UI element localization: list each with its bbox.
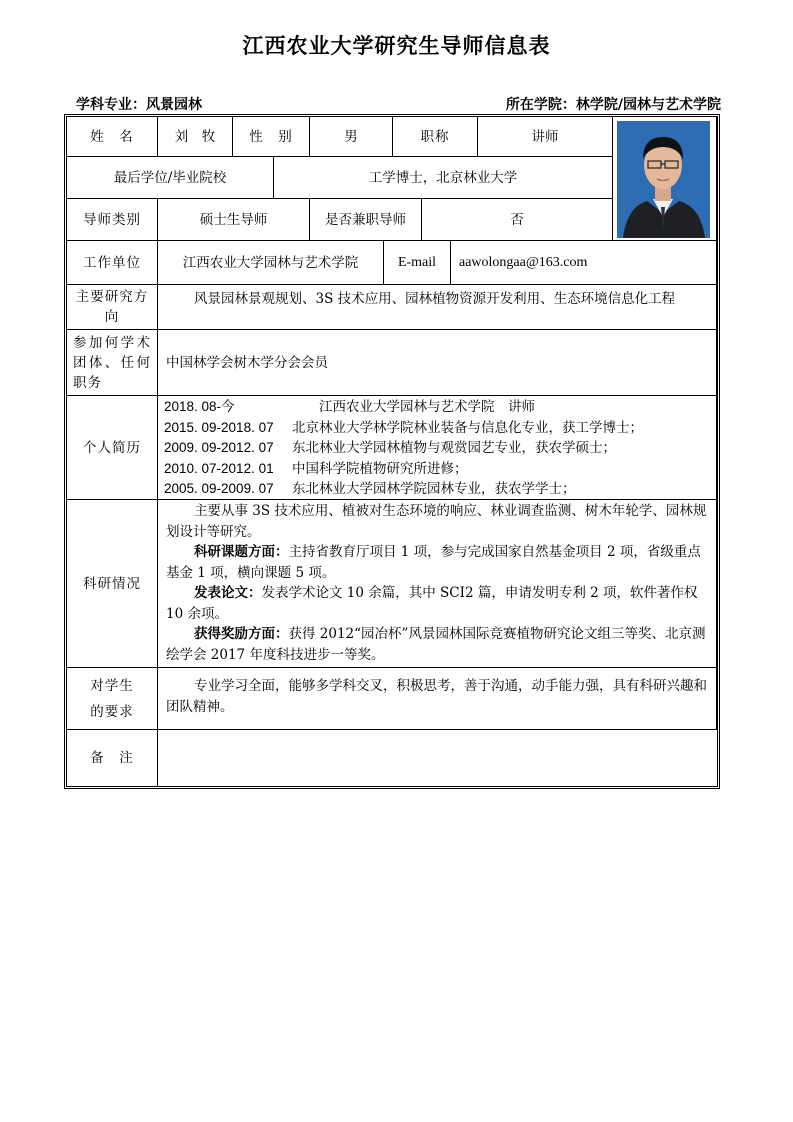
academic-groups-label: 参加何学术团体、任何职务	[67, 330, 158, 396]
research-direction-value: 风景园林景观规划、3S 技术应用、园林植物资源开发利用、生态环境信息化工程	[158, 285, 717, 330]
resume-entry: 2015. 09-2018. 07 北京林业大学林学院林业装备与信息化专业，获工学博士；	[164, 419, 643, 436]
research-papers: 发表论文：发表学术论文 10 余篇，其中 SCI2 篇，申请发明专利 2 项，软件著作权 10 余项。	[166, 585, 698, 622]
gender-value: 男	[310, 117, 393, 157]
research-intro: 主要从事 3S 技术应用、植被对生态环境的响应、林业调查监测、树木年轮学、园林规划设计等研究。	[166, 503, 707, 540]
title-value: 讲师	[478, 117, 613, 157]
research-projects: 科研课题方面：主持省教育厅项目 1 项，参与完成国家自然基金项目 2 项，省级重点基金 1 项，横向课题 5 项。	[166, 544, 701, 581]
work-unit-value: 江西农业大学园林与艺术学院	[158, 241, 384, 285]
info-table	[64, 114, 720, 789]
resume-label: 个人简历	[67, 396, 158, 500]
requirements-value: 专业学习全面，能够多学科交叉，积极思考，善于沟通，动手能力强，具有科研兴趣和团队精神。	[158, 668, 717, 730]
resume-list	[158, 396, 717, 500]
resume-entry: 2005. 09-2009. 07 东北林业大学园林学院园林专业，获农学学士；	[164, 481, 576, 497]
photo-cell	[613, 117, 717, 241]
work-unit-label: 工作单位	[67, 241, 158, 285]
supervisor-type-label: 导师类别	[67, 199, 158, 241]
concurrent-value: 否	[422, 199, 613, 241]
degree-school-value: 工学博士，北京林业大学	[274, 157, 613, 199]
research-label: 科研情况	[67, 500, 158, 668]
research-awards: 获得奖励方面：获得 2012“园冶杯”风景园林国际竞赛植物研究论文组三等奖、北京测绘学会 2017 年度科技进步一等奖。	[166, 626, 706, 663]
title-label: 职称	[393, 117, 478, 157]
concurrent-label: 是否兼职导师	[310, 199, 422, 241]
name-label: 姓 名	[67, 117, 158, 157]
requirements-label: 对学生的要求	[67, 668, 158, 730]
research-details	[158, 500, 717, 668]
email-label: E-mail	[384, 241, 451, 285]
research-direction-label: 主要研究方向	[67, 285, 158, 330]
name-value: 刘 牧	[158, 117, 233, 157]
resume-entry: 2018. 08-今 江西农业大学园林与艺术学院 讲师	[164, 399, 535, 415]
resume-entry: 2009. 09-2012. 07 东北林业大学园林植物与观赏园艺专业，获农学硕士；	[164, 440, 616, 456]
discipline-label: 学科专业：风景园林	[76, 97, 202, 113]
academic-groups-value: 中国林学会树木学分会会员	[158, 330, 717, 396]
email-value: aawolongaa@163.com	[451, 241, 717, 285]
remarks-value	[158, 730, 717, 786]
portrait-photo	[617, 121, 710, 238]
remarks-label: 备 注	[67, 730, 158, 786]
form-title: 江西农业大学研究生导师信息表	[242, 33, 551, 58]
supervisor-type-value: 硕士生导师	[158, 199, 310, 241]
resume-entry: 2010. 07-2012. 01 中国科学院植物研究所进修；	[164, 460, 468, 477]
gender-label: 性 别	[233, 117, 310, 157]
college-label: 所在学院：林学院/园林与艺术学院	[505, 97, 721, 113]
degree-school-label: 最后学位/毕业院校	[67, 157, 274, 199]
